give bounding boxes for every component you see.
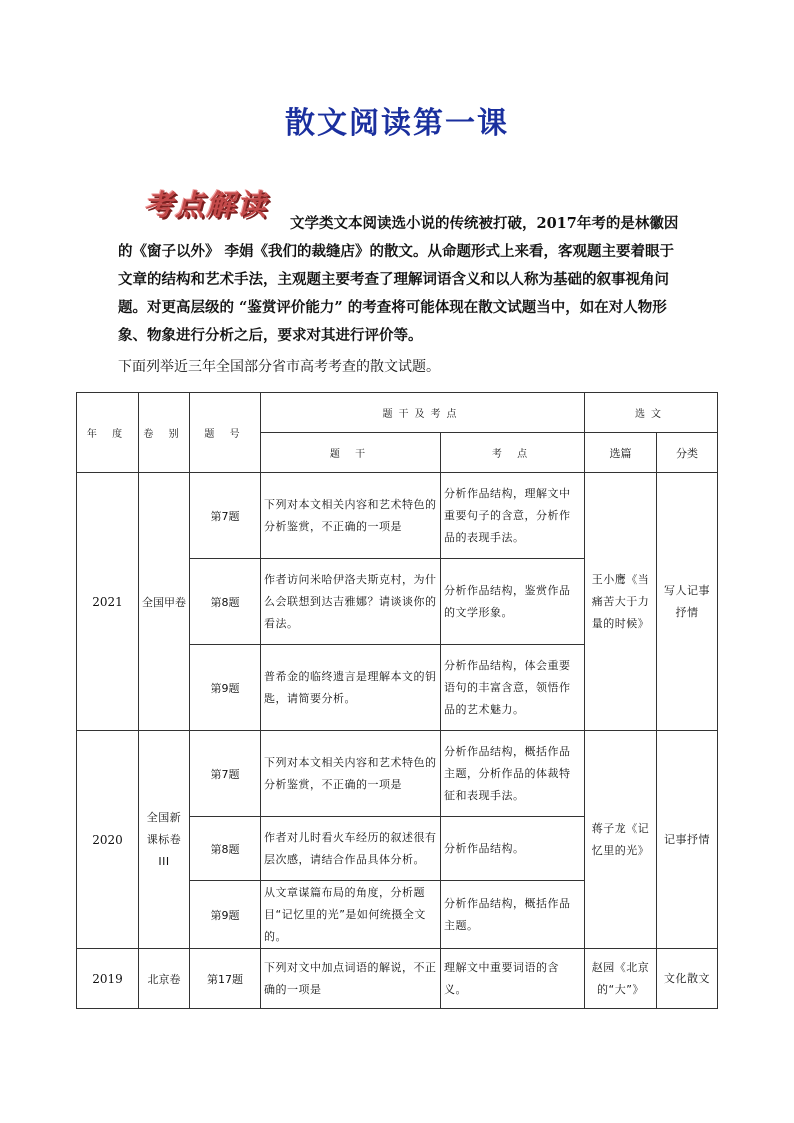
header-stem: 题 干 (261, 433, 441, 473)
lead-sentence: 下面列举近三年全国部分省市高考考查的散文试题。 (118, 359, 440, 375)
category-cell: 记事抒情 (657, 731, 718, 949)
question-stem: 下列对本文相关内容和艺术特色的分析鉴赏，不正确的一项是 (261, 731, 441, 817)
question-stem: 作者对儿时看火车经历的叙述很有层次感，请结合作品具体分析。 (261, 817, 441, 881)
exam-point: 分析作品结构，体会重要语句的丰富含意，领悟作品的艺术魅力。 (441, 645, 585, 731)
intro-paragraph (118, 210, 680, 350)
paper-cell: 全国新课标卷III (139, 731, 190, 949)
exam-point-badge: 考点解读 (144, 188, 269, 222)
table-row (77, 949, 718, 1009)
year-cell: 2019 (77, 949, 139, 1009)
question-number: 第9题 (190, 645, 261, 731)
exam-point: 理解文中重要词语的含义。 (441, 949, 585, 1009)
table-row (77, 731, 718, 817)
question-stem: 从文章谋篇布局的角度，分析题目“记忆里的光”是如何统摄全文的。 (261, 881, 441, 949)
header-num: 题 号 (190, 393, 261, 473)
category-cell: 文化散文 (657, 949, 718, 1009)
exam-point: 分析作品结构。 (441, 817, 585, 881)
exam-table (76, 392, 718, 1009)
question-stem: 普希金的临终遗言是理解本文的钥匙，请简要分析。 (261, 645, 441, 731)
question-number: 第8题 (190, 559, 261, 645)
paper-cell: 北京卷 (139, 949, 190, 1009)
question-number: 第9题 (190, 881, 261, 949)
header-year: 年 度 (77, 393, 139, 473)
exam-point: 分析作品结构，理解文中重要句子的含意，分析作品的表现手法。 (441, 473, 585, 559)
question-stem: 下列对本文相关内容和艺术特色的分析鉴赏，不正确的一项是 (261, 473, 441, 559)
question-number: 第7题 (190, 473, 261, 559)
header-text-group: 选文 (585, 393, 718, 433)
year-cell: 2021 (77, 473, 139, 731)
question-number: 第8题 (190, 817, 261, 881)
header-paper: 卷 别 (139, 393, 190, 473)
paper-cell: 全国甲卷 (139, 473, 190, 731)
header-stem-group: 题干及考点 (261, 393, 585, 433)
essay-cell: 赵园《北京的“大”》 (585, 949, 657, 1009)
header-essay: 选篇 (585, 433, 657, 473)
question-stem: 下列对文中加点词语的解说，不正确的一项是 (261, 949, 441, 1009)
intro-first-line: 文学类文本阅读选小说的传统被打破，2017年考的是林徽因的 (118, 215, 679, 260)
header-category: 分类 (657, 433, 718, 473)
category-cell: 写人记事抒情 (657, 473, 718, 731)
exam-point: 分析作品结构，概括作品主题。 (441, 881, 585, 949)
page-title: 散文阅读第一课 (285, 106, 509, 141)
exam-point: 分析作品结构，概括作品主题，分析作品的体裁特征和表现手法。 (441, 731, 585, 817)
table-row (77, 473, 718, 559)
essay-cell: 王小鹰《当痛苦大于力量的时候》 (585, 473, 657, 731)
question-number: 第17题 (190, 949, 261, 1009)
question-stem: 作者访问米哈伊洛夫斯克村，为什么会联想到达吉雅娜？请谈谈你的看法。 (261, 559, 441, 645)
question-number: 第7题 (190, 731, 261, 817)
essay-cell: 蒋子龙《记忆里的光》 (585, 731, 657, 949)
exam-point: 分析作品结构，鉴赏作品的文学形象。 (441, 559, 585, 645)
header-point: 考 点 (441, 433, 585, 473)
year-cell: 2020 (77, 731, 139, 949)
intro-rest: 《窗子以外》 李娟《我们的裁缝店》的散文。从命题形式上来看，客观题主要着眼于文章的结构和艺术手法，主观题主要考查了理解词语含义和以人称为基础的叙事视角问题。对更高层级的 “鉴赏评价能力” 的考查将可能体现在散文试题当中，如在对人物形象、物象进行分析之后，要求对其进行评价等。 (118, 243, 675, 344)
